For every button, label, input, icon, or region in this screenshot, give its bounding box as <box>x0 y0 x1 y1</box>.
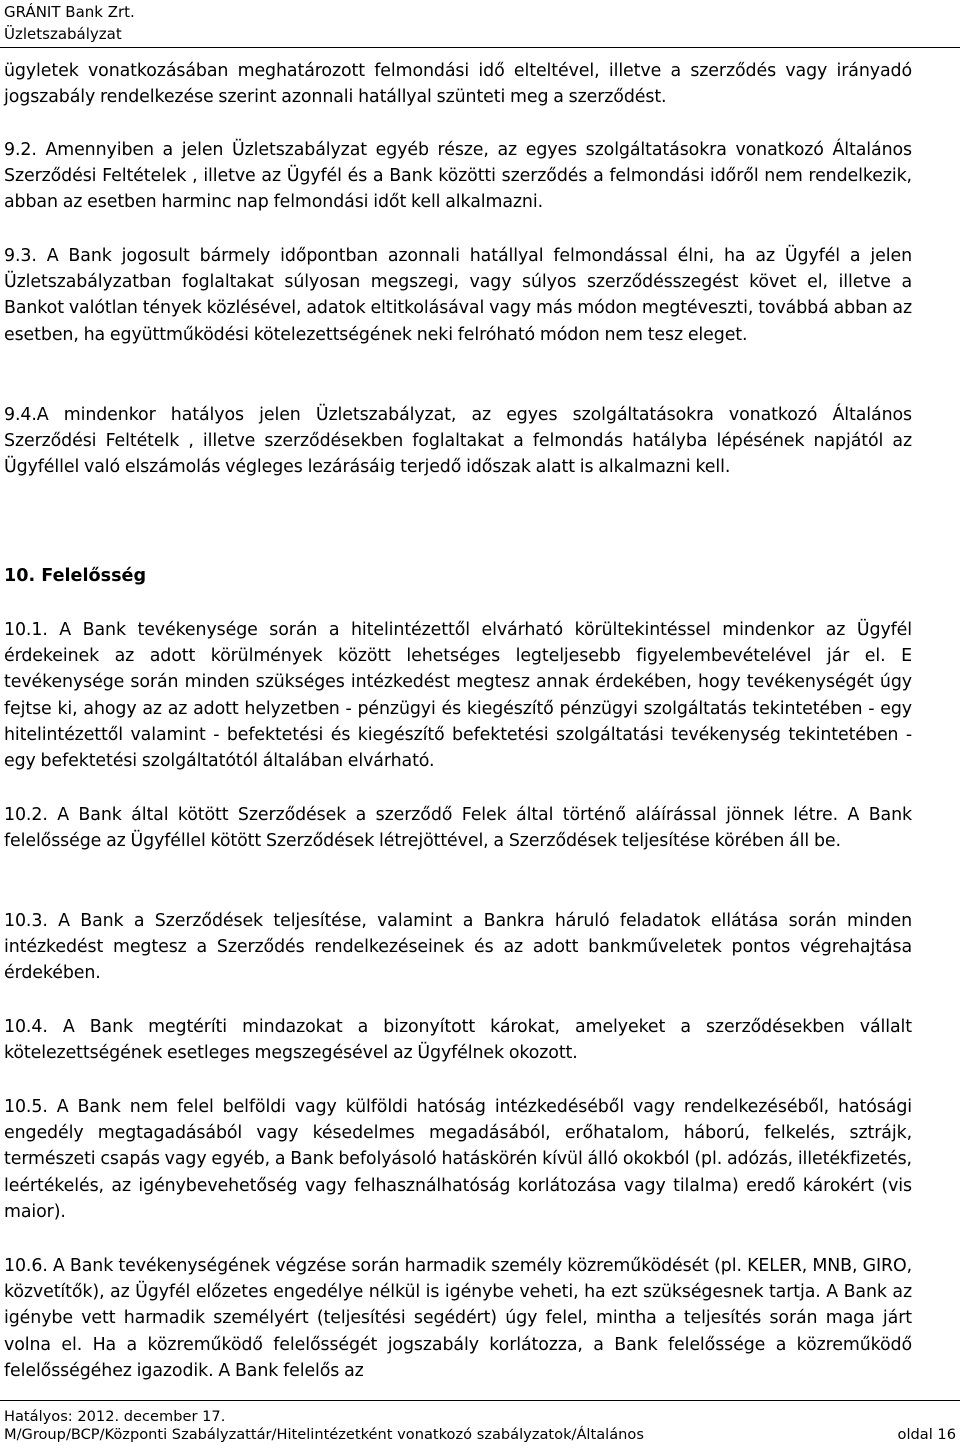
paragraph-10-3: 10.3. A Bank a Szerződések teljesítése, valamint a Bankra háruló feladatok ellátása során minden intézkedést megtesz a Szerződés rendelkezéseinek és az adott bankműveletek pontos végrehajtása érdekében. <box>4 911 912 984</box>
paragraph-10-6: 10.6. A Bank tevékenységének végzése során harmadik személy közreműködését (pl. KELER, MNB, GIRO, közvetítők), az Ügyfél előzetes engedélye nélkül is igénybe veheti, ha ezt szükségesnek tartja. A Bank az igénybe vett harmadik személyért (teljesítési segédért) úgy felel, mintha a teljesítés során maga járt volna el. Ha a közreműködő felelősségét jogszabály korlátozza, a Bank felelőssége a közreműködő felelősségéhez igazodik. A Bank felelős az <box>4 1256 912 1381</box>
footer-document-path: M/Group/BCP/Központi Szabályzattár/Hitelintézetként vonatkozó szabályzatok/Általános <box>4 1426 644 1443</box>
paragraph-10-4: 10.4. A Bank megtéríti mindazokat a bizonyított károkat, amelyeket a szerződésekben vállalt kötelezettségének esetleges megszegésével az Ügyfélnek okozott. <box>4 1017 912 1064</box>
section-heading-10: 10. Felelősség <box>4 566 147 586</box>
footer-effective-date: Hatályos: 2012. december 17. <box>4 1408 226 1425</box>
header-company: GRÁNIT Bank Zrt. <box>4 3 135 21</box>
paragraph-continuation: ügyletek vonatkozásában meghatározott felmondási idő elteltével, illetve a szerződés vagy irányadó jogszabály rendelkezése szerint azonnali hatállyal szünteti meg a szerződést. <box>4 61 912 108</box>
paragraph-9-3: 9.3. A Bank jogosult bármely időpontban azonnali hatállyal felmondással élni, ha az Ügyfél a jelen Üzletszabályzatban foglaltakat súlyosan megszegi, vagy súlyos szerződésszegést követ el, illetve a Bankot valótlan tények közlésével, adatok eltitkolásával vagy más módon megtéveszti, továbbá abban az esetben, ha együttműködési kötelezettségének neki felróható módon nem tesz eleget. <box>4 246 912 345</box>
paragraph-10-1: 10.1. A Bank tevékenysége során a hitelintézettől elvárható körültekintéssel mindenkor az Ügyfél érdekeinek az adott körülmények között lehetséges legteljesebb figyelembevételével jár el. E tevékenysége során minden szükséges intézkedést megtesz annak érdekében, hogy tevékenységét úgy fejtse ki, ahogy az az adott helyzetben - pénzügyi és kiegészítő pénzügyi szolgáltatás tekintetében - egy hitelintézettől valamint - befektetési és kiegészítő befektetési szolgáltatási tevékenység tekintetében - egy befektetési szolgáltatótól általában elvárható. <box>4 620 912 772</box>
footer-divider <box>0 1400 960 1401</box>
paragraph-9-2: 9.2. Amennyiben a jelen Üzletszabályzat egyéb része, az egyes szolgáltatásokra vonatkozó Általános Szerződési Feltételek , illetve az Ügyfél és a Bank közötti szerződés a felmondási időről nem rendelkezik, abban az esetben harminc nap felmondási időt kell alkalmazni. <box>4 140 912 213</box>
footer-page-number: oldal 16 <box>897 1426 956 1443</box>
paragraph-10-5: 10.5. A Bank nem felel belföldi vagy külföldi hatóság intézkedéséből vagy rendelkezéséből, hatósági engedély megtagadásából vagy késedelmes megadásából, erőhatalom, háború, felkelés, sztrájk, természeti csapás vagy egyéb, a Bank befolyásoló hatáskörén kívül álló okokból (pl. adózás, illetékfizetés, leértékelés, az igénybevehetőség vagy felhasználhatóság korlátozása vagy tilalma) eredő károkért (vis maior). <box>4 1097 912 1222</box>
header-document-title: Üzletszabályzat <box>4 25 122 43</box>
paragraph-9-4: 9.4.A mindenkor hatályos jelen Üzletszabályzat, az egyes szolgáltatásokra vonatkozó Általános Szerződési Feltételk , illetve szerződésekben foglaltakat a felmondás hatályba lépésének napjától az Ügyféllel való elszámolás végleges lezárásáig terjedő időszak alatt is alkalmazni kell. <box>4 405 912 478</box>
header-divider <box>0 47 960 48</box>
paragraph-10-2: 10.2. A Bank által kötött Szerződések a szerződő Felek által történő aláírással jönnek létre. A Bank felelőssége az Ügyféllel kötött Szerződések létrejöttével, a Szerződések teljesítése körében áll be. <box>4 805 912 852</box>
